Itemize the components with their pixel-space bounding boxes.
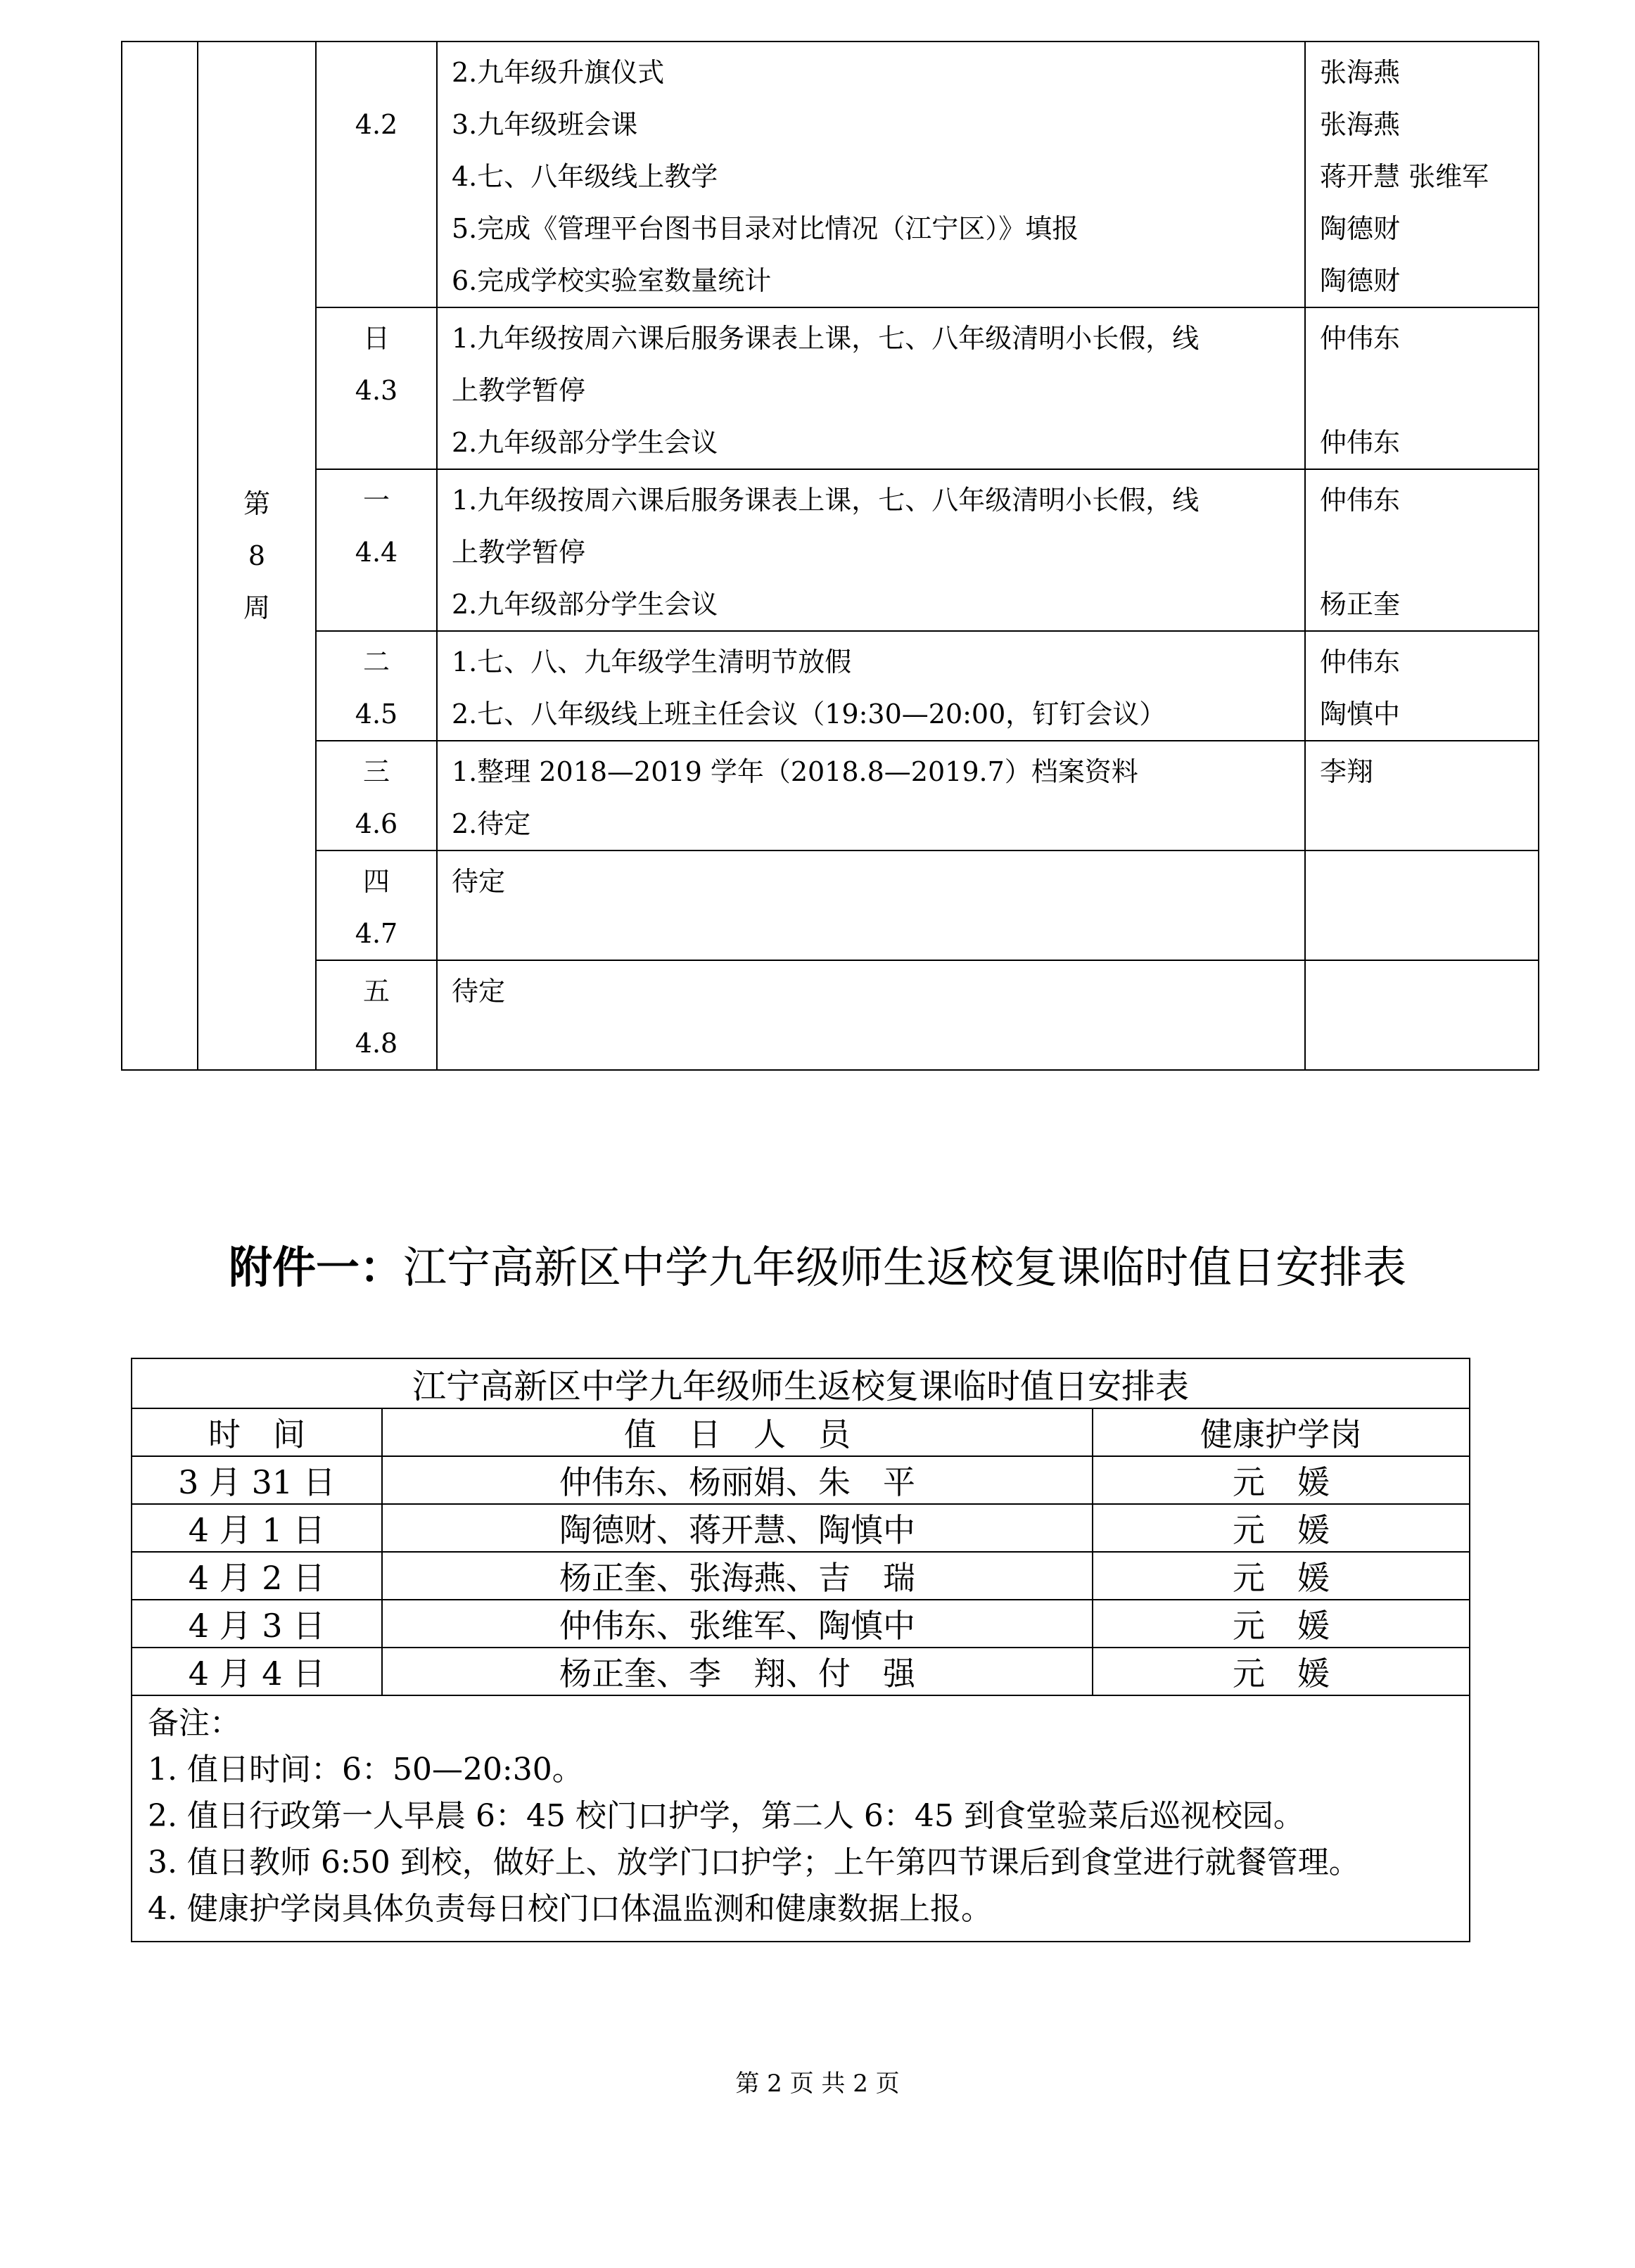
schedule-row <box>122 307 1539 469</box>
schedule-day <box>316 850 437 960</box>
duty-staff: 杨正奎、张海燕、吉 瑞 <box>382 1552 1093 1600</box>
schedule-row <box>122 42 1539 307</box>
schedule-row <box>122 469 1539 631</box>
week-label-char: 8 <box>248 540 266 571</box>
responsible-person <box>1320 855 1538 907</box>
responsible-person: 仲伟东 <box>1320 485 1401 516</box>
responsible-person: 杨正奎 <box>1320 589 1401 620</box>
duty-roster-table <box>131 1358 1470 1942</box>
task-item: 2.待定 <box>452 808 531 839</box>
schedule-row <box>122 631 1539 741</box>
schedule-day <box>316 741 437 850</box>
duty-date: 4 月 4 日 <box>132 1648 382 1695</box>
schedule-tasks <box>437 960 1305 1070</box>
duty-health-post: 元 媛 <box>1093 1648 1470 1695</box>
responsible-person: 陶德财 <box>1320 213 1401 244</box>
duty-row <box>132 1456 1470 1504</box>
schedule-day <box>316 307 437 469</box>
attachment-title <box>0 1232 1635 1295</box>
duty-header-health: 健康护学岗 <box>1093 1408 1470 1456</box>
duty-row <box>132 1600 1470 1648</box>
responsible-person: 蒋开慧 张维军 <box>1320 161 1489 192</box>
date-label: 4.4 <box>355 537 398 568</box>
duty-row <box>132 1552 1470 1600</box>
task-item: 1.整理 2018—2019 学年（2018.8—2019.7）档案资料 <box>452 756 1138 787</box>
task-item: 1.七、八、九年级学生清明节放假 <box>452 646 852 677</box>
weekday-label: 五 <box>362 976 390 1007</box>
schedule-day <box>316 469 437 631</box>
responsible-person <box>1320 364 1538 416</box>
duty-date: 4 月 3 日 <box>132 1600 382 1648</box>
schedule-tasks <box>437 42 1305 307</box>
schedule-row <box>122 850 1539 960</box>
weekday-label: 二 <box>362 646 390 677</box>
weekday-label: 一 <box>362 485 390 516</box>
schedule-tasks <box>437 307 1305 469</box>
schedule-responsible <box>1305 42 1539 307</box>
date-label: 4.5 <box>355 699 398 730</box>
task-item: 4.七、八年级线上教学 <box>452 161 718 192</box>
task-item: 2.七、八年级线上班主任会议（19:30—20:00，钉钉会议） <box>452 699 1166 730</box>
attachment-title-text: 江宁高新区中学九年级师生返校复课临时值日安排表 <box>403 1242 1407 1293</box>
schedule-tasks <box>437 741 1305 850</box>
duty-note-2: 2. 值日行政第一人早晨 6：45 校门口护学，第二人 6：45 到食堂验菜后巡视校园。 <box>148 1798 1304 1834</box>
task-item: 上教学暂停 <box>452 375 586 406</box>
responsible-person: 仲伟东 <box>1320 323 1401 354</box>
schedule-day <box>316 960 437 1070</box>
duty-row <box>132 1504 1470 1552</box>
schedule-tasks <box>437 469 1305 631</box>
task-item: 2.九年级升旗仪式 <box>452 57 665 88</box>
weekday-label: 三 <box>362 756 390 787</box>
duty-header-time: 时 间 <box>132 1408 382 1456</box>
responsible-person: 张海燕 <box>1320 109 1401 140</box>
responsible-person: 仲伟东 <box>1320 646 1401 677</box>
task-item: 2.九年级部分学生会议 <box>452 589 718 620</box>
schedule-day <box>316 42 437 307</box>
schedule-responsible <box>1305 960 1539 1070</box>
schedule-responsible <box>1305 631 1539 741</box>
duty-note-4: 4. 健康护学岗具体负责每日校门口体温监测和健康数据上报。 <box>148 1891 992 1927</box>
schedule-responsible <box>1305 850 1539 960</box>
weekday-label: 日 <box>362 323 390 354</box>
week-label <box>198 42 316 1070</box>
schedule-responsible <box>1305 469 1539 631</box>
duty-notes <box>132 1695 1470 1942</box>
schedule-row <box>122 741 1539 850</box>
duty-note-1: 1. 值日时间：6：50—20:30。 <box>148 1752 583 1788</box>
schedule-tasks <box>437 631 1305 741</box>
duty-note-3: 3. 值日教师 6:50 到校，做好上、放学门口护学；上午第四节课后到食堂进行就餐管理。 <box>148 1845 1360 1880</box>
task-item: 上教学暂停 <box>452 537 586 568</box>
task-item: 6.完成学校实验室数量统计 <box>452 265 772 296</box>
page-footer: 第 2 页 共 2 页 <box>735 2070 900 2098</box>
attachment-title-prefix: 附件一： <box>228 1242 403 1293</box>
duty-staff: 杨正奎、李 翔、付 强 <box>382 1648 1093 1695</box>
task-item: 5.完成《管理平台图书目录对比情况（江宁区）》填报 <box>452 213 1079 244</box>
responsible-person: 李翔 <box>1320 756 1374 787</box>
task-item: 1.九年级按周六课后服务课表上课，七、八年级清明小长假，线 <box>452 485 1200 516</box>
weekly-schedule-table <box>121 41 1539 1071</box>
task-item: 1.九年级按周六课后服务课表上课，七、八年级清明小长假，线 <box>452 323 1200 354</box>
responsible-person: 张海燕 <box>1320 57 1401 88</box>
duty-health-post: 元 媛 <box>1093 1456 1470 1504</box>
responsible-person: 陶慎中 <box>1320 699 1401 730</box>
duty-table-caption: 江宁高新区中学九年级师生返校复课临时值日安排表 <box>132 1358 1470 1408</box>
duty-header-staff: 值 日 人 员 <box>382 1408 1093 1456</box>
task-item: 2.九年级部分学生会议 <box>452 427 718 458</box>
date-label: 4.3 <box>355 375 398 406</box>
responsible-person: 陶德财 <box>1320 265 1401 296</box>
week-label-char: 第 <box>243 488 270 519</box>
schedule-responsible <box>1305 307 1539 469</box>
date-label: 4.2 <box>355 109 398 140</box>
duty-health-post: 元 媛 <box>1093 1600 1470 1648</box>
duty-staff: 陶德财、蒋开慧、陶慎中 <box>382 1504 1093 1552</box>
task-item: 待定 <box>452 866 506 897</box>
task-item: 待定 <box>452 976 506 1007</box>
responsible-person: 仲伟东 <box>1320 427 1401 458</box>
task-item: 3.九年级班会课 <box>452 109 638 140</box>
duty-staff: 仲伟东、杨丽娟、朱 平 <box>382 1456 1093 1504</box>
schedule-day <box>316 631 437 741</box>
duty-health-post: 元 媛 <box>1093 1552 1470 1600</box>
schedule-tasks <box>437 850 1305 960</box>
schedule-row <box>122 960 1539 1070</box>
schedule-responsible <box>1305 741 1539 850</box>
duty-date: 3 月 31 日 <box>132 1456 382 1504</box>
weekday-label: 四 <box>362 866 390 897</box>
date-label: 4.8 <box>355 1028 398 1059</box>
duty-row <box>132 1648 1470 1695</box>
duty-staff: 仲伟东、张维军、陶慎中 <box>382 1600 1093 1648</box>
responsible-person <box>1320 798 1538 850</box>
week-label-char: 周 <box>243 592 270 623</box>
schedule-blank-col <box>122 42 198 1070</box>
duty-health-post: 元 媛 <box>1093 1504 1470 1552</box>
duty-notes-title: 备注： <box>148 1705 241 1741</box>
date-label: 4.6 <box>355 808 398 839</box>
weekday-label <box>317 46 436 98</box>
responsible-person <box>1320 526 1538 578</box>
date-label: 4.7 <box>355 918 398 949</box>
duty-date: 4 月 2 日 <box>132 1552 382 1600</box>
responsible-person <box>1320 965 1538 1017</box>
duty-date: 4 月 1 日 <box>132 1504 382 1552</box>
